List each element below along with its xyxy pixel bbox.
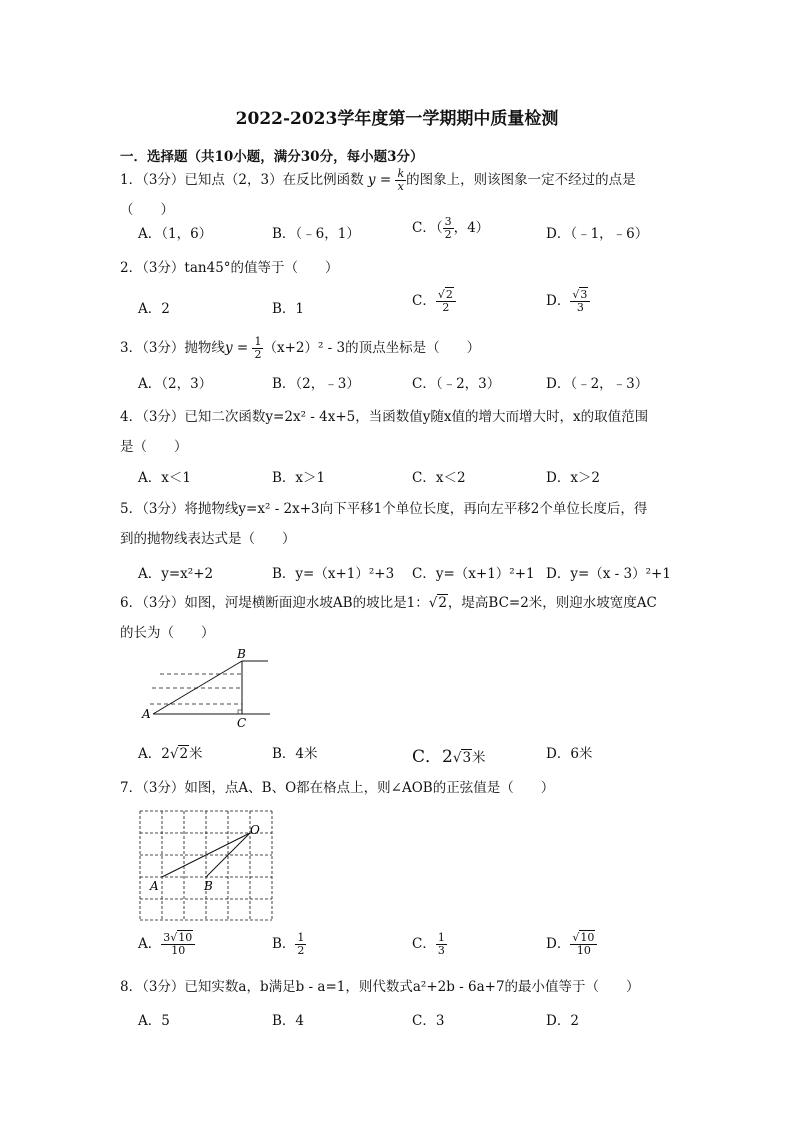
options-7	[138, 931, 698, 964]
fraction-one-half: $\frac{1}{2}$	[254, 335, 262, 361]
question-6: 6．（3分）如图，河堤横断面迎水坡AB的坡比是1：√2，堤高BC=2米，则迎水坡宽度AC 的长为（ ）	[120, 595, 657, 641]
figure-embankment	[140, 646, 280, 728]
label-b: B	[204, 879, 213, 893]
fraction-k-over-x: $\frac{k}{x}$	[397, 167, 405, 193]
options-8	[138, 1009, 698, 1031]
question-7: 7．（3分）如图，点A、B、O都在格点上，则∠AOB的正弦值是（ ）	[120, 780, 555, 796]
option-b: B．（2，﹣3）	[272, 376, 360, 392]
option-c: C．（ $\frac{3}{2}$ ，4）	[412, 215, 490, 241]
option-a: A．（1，6）	[138, 226, 213, 242]
options-4	[138, 466, 698, 488]
options-1	[138, 215, 698, 244]
option-c: C．2√3米	[412, 747, 486, 767]
options-6	[138, 742, 698, 767]
option-d: D．（﹣1，﹣6）	[546, 226, 649, 242]
option-c: C．（﹣2，3）	[412, 376, 501, 392]
label-b: B	[237, 647, 246, 661]
question-5: 5．（3分）将抛物线y=x² - 2x+3向下平移1个单位长度，再向左平移2个单位长度后，得 到的抛物线表达式是（ ）	[120, 501, 648, 547]
question-8: 8．（3分）已知实数a，b满足b - a=1，则代数式a²+2b - 6a+7的最小值等于（ ）	[120, 979, 640, 995]
figure-grid	[138, 808, 278, 924]
option-d: D．x＞2	[546, 470, 601, 486]
option-d: D．2	[546, 1013, 579, 1029]
label-a: A	[150, 879, 159, 893]
option-d: D．6米	[546, 746, 593, 762]
label-o: O	[250, 823, 260, 837]
option-a: A．y=x²+2	[138, 566, 214, 582]
option-b: B．（﹣6，1）	[272, 226, 360, 242]
option-c: C．y=（x+1）²+1	[412, 566, 535, 582]
option-a: A． $\frac{3√10}{10}$	[138, 932, 195, 957]
question-4: 4．（3分）已知二次函数y=2x² - 4x+5，当函数值y随x值的增大而增大时，x的取值范围 是（ ）	[120, 409, 649, 455]
option-c: C． $\frac{1}{3}$	[412, 931, 445, 957]
label-a: A	[142, 707, 151, 721]
option-a: A．x＜1	[138, 470, 191, 486]
option-c: C．x＜2	[412, 470, 466, 486]
option-b: B．4	[272, 1013, 305, 1029]
option-b: B．4米	[272, 746, 318, 762]
question-3: 3．（3分）抛物线y = $\frac{1}{2}$ （x+2）² - 3的顶点坐标是（ ）	[120, 335, 481, 361]
option-b: B． $\frac{1}{2}$	[272, 931, 305, 957]
page-title: 2022-2023学年度第一学期期中质量检测	[235, 109, 559, 129]
option-b: B．y=（x+1）²+3	[272, 566, 395, 582]
option-d: D．y=（x - 3）²+1	[546, 566, 671, 582]
option-a: A．2√2米	[138, 746, 203, 762]
option-b: B．x＞1	[272, 470, 326, 486]
option-d: D．（﹣2，﹣3）	[546, 376, 649, 392]
question-1: 1．（3分）已知点（2，3）在反比例函数 y = $\frac{k}{x}$ 的图象上，则该图象一定不经过的点是（ ）	[120, 167, 636, 218]
label-c: C	[237, 716, 247, 728]
option-c: C．3	[412, 1013, 445, 1029]
option-d: D． $\frac{√10}{10}$	[546, 932, 597, 957]
option-c: C． $\frac{√2}{2}$	[412, 289, 456, 314]
question-2: 2．（3分）tan45°的值等于（ ）	[120, 260, 339, 276]
option-a: A．5	[138, 1013, 170, 1029]
options-2	[138, 288, 698, 319]
option-a: A．（2，3）	[138, 376, 213, 392]
option-a: A．2	[138, 301, 170, 317]
section-heading: 一．选择题（共10小题，满分30分，每小题3分）	[120, 149, 424, 165]
option-d: D． $\frac{√3}{3}$	[546, 289, 590, 314]
options-5	[138, 562, 698, 584]
options-3	[138, 372, 698, 394]
option-b: B．1	[272, 301, 305, 317]
